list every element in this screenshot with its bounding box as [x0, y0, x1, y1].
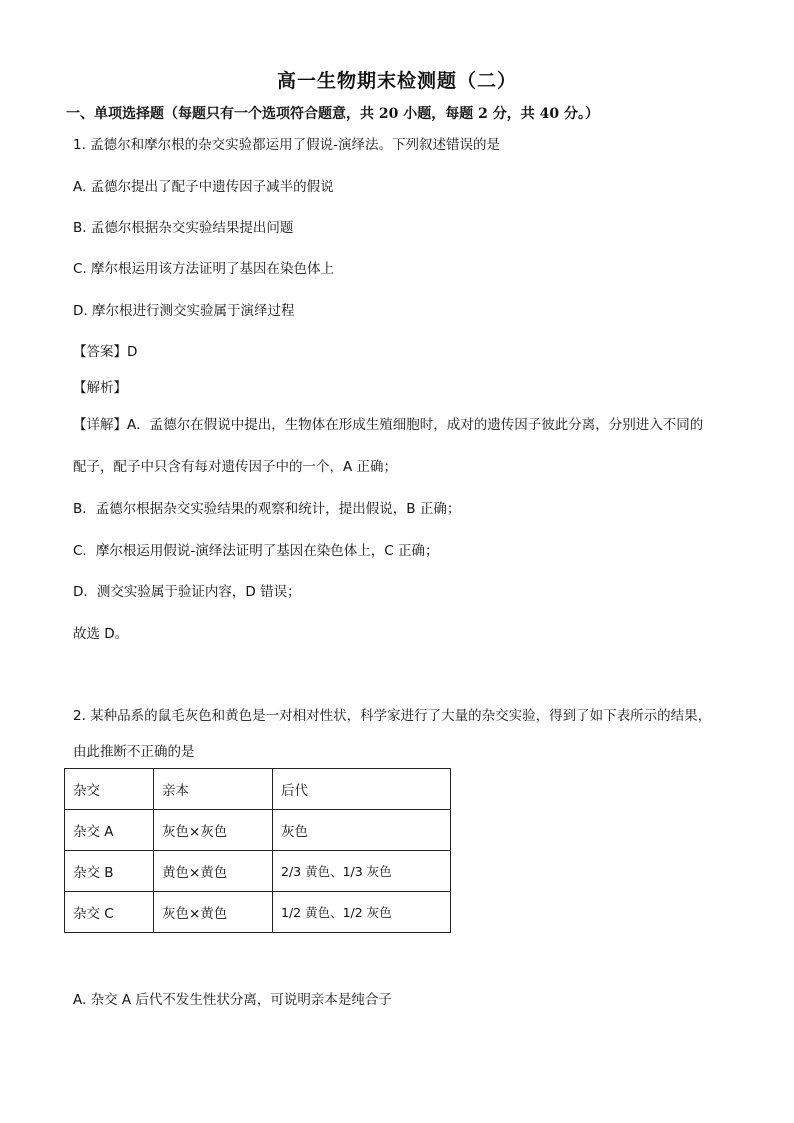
- detail-line-5: D．测交实验属于验证内容，D 错误；: [73, 584, 301, 600]
- q1-answer: [73, 342, 137, 362]
- table-header-row: [65, 769, 451, 810]
- detail-line-1: 【详解】A．孟德尔在假说中提出，生物体在形成生殖细胞时，成对的遗传因子彼此分离，分别进入不同的: [73, 417, 704, 433]
- q1-option-d: D. 摩尔根进行测交实验属于演绎过程: [73, 303, 295, 319]
- q2-option-a: A. 杂交 A 后代不发生性状分离，可说明亲本是纯合子: [73, 992, 392, 1008]
- table-cell: 灰色×黄色: [154, 892, 273, 933]
- table-cell: 灰色: [273, 810, 451, 851]
- table-cell: 杂交 A: [65, 810, 154, 851]
- answer-label: 【答案】: [73, 344, 127, 360]
- table-cell: 杂交 B: [65, 851, 154, 892]
- detail-line-3: B．孟德尔根据杂交实验结果的观察和统计，提出假说，B 正确；: [73, 501, 461, 517]
- page-title: 高一生物期末检测题（二）: [276, 70, 517, 92]
- q2-stem-line-2: 由此推断不正确的是: [73, 744, 195, 760]
- section-heading: 一、单项选择题（每题只有一个选项符合题意，共 20 小题，每题 2 分，共 40 分。）: [66, 106, 599, 122]
- detail-line-2: 配子，配子中只含有每对遗传因子中的一个，A 正确；: [73, 459, 398, 475]
- detail-line-6: 故选 D。: [73, 626, 129, 642]
- cross-results-table: [64, 768, 451, 933]
- q1-option-a: A. 孟德尔提出了配子中遗传因子减半的假说: [73, 179, 334, 195]
- table-header-cell: 杂交: [65, 769, 154, 810]
- q1-stem: 1. 孟德尔和摩尔根的杂交实验都运用了假说-演绎法。下列叙述错误的是: [73, 137, 501, 153]
- table-row: [65, 810, 451, 851]
- q1-option-b: B. 孟德尔根据杂交实验结果提出问题: [73, 220, 294, 236]
- table-cell: 杂交 C: [65, 892, 154, 933]
- answer-value: D: [127, 344, 138, 360]
- table-header-cell: 亲本: [154, 769, 273, 810]
- table-row: [65, 851, 451, 892]
- table-cell: 2/3 黄色、1/3 灰色: [273, 851, 451, 892]
- table-row: [65, 892, 451, 933]
- table-cell: 黄色×黄色: [154, 851, 273, 892]
- table-header-cell: 后代: [273, 769, 451, 810]
- analysis-label: 【解析】: [73, 380, 127, 396]
- table-cell: 灰色×灰色: [154, 810, 273, 851]
- table-cell: 1/2 黄色、1/2 灰色: [273, 892, 451, 933]
- detail-line-4: C．摩尔根运用假说-演绎法证明了基因在染色体上，C 正确；: [73, 543, 439, 559]
- q1-option-c: C. 摩尔根运用该方法证明了基因在染色体上: [73, 261, 335, 277]
- q2-stem-line-1: 2. 某种品系的鼠毛灰色和黄色是一对相对性状，科学家进行了大量的杂交实验，得到了如下表所示的结果，: [73, 708, 712, 724]
